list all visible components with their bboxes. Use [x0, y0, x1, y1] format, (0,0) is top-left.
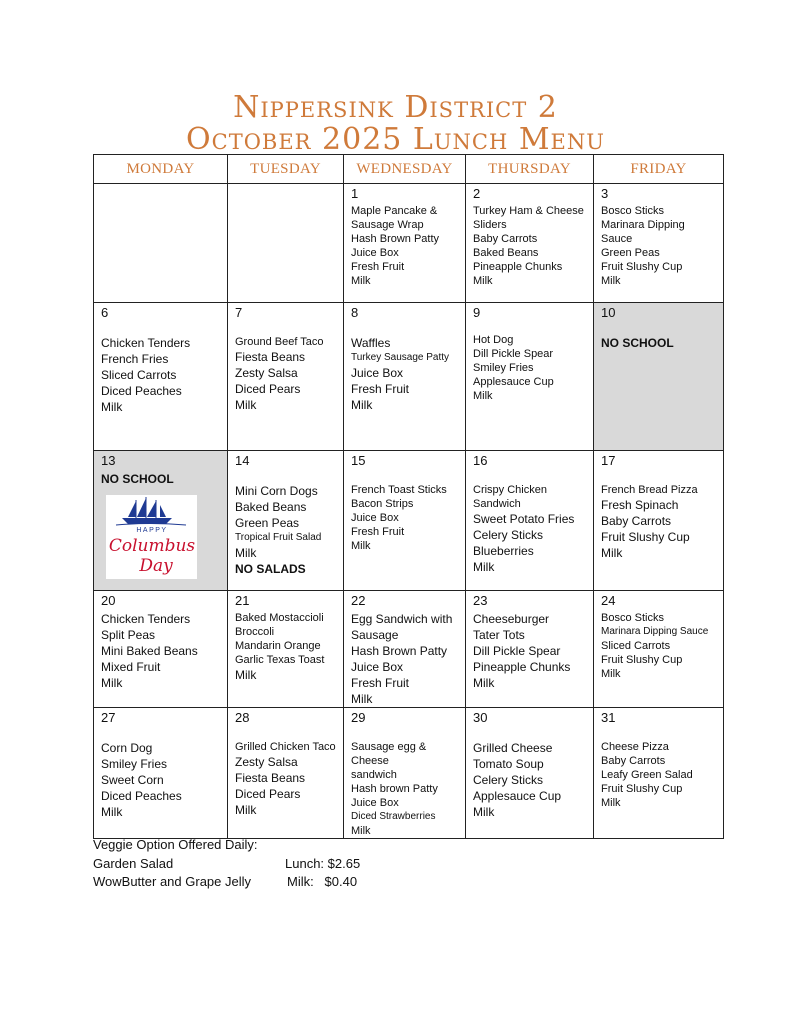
menu-title-month: October 2025 Lunch Menu: [186, 122, 605, 157]
day-number: 3: [601, 186, 609, 201]
week-row-3: [94, 451, 724, 591]
header-friday: FRIDAY: [594, 155, 724, 184]
menu-item: Baked Mostaccioli: [235, 612, 324, 624]
day-cell-6: [94, 303, 228, 451]
menu-item: Baby Carrots: [473, 233, 538, 245]
day-number: 16: [473, 453, 488, 468]
week-row-5: [94, 708, 724, 839]
header-tuesday: TUESDAY: [228, 155, 344, 184]
menu-item: Turkey Sausage Patty: [351, 352, 450, 363]
menu-item: Blueberries: [473, 544, 534, 558]
menu-item: Sliders: [473, 219, 507, 231]
menu-item: Juice Box: [351, 660, 404, 674]
day-cell-28: [228, 708, 344, 839]
menu-item: Green Peas: [601, 247, 660, 259]
menu-item: Fresh Fruit: [351, 676, 410, 690]
menu-item: Milk: [473, 390, 493, 402]
menu-item: Fiesta Beans: [235, 771, 306, 785]
day-number: 27: [101, 710, 116, 725]
no-school-note: NO SCHOOL: [601, 336, 674, 350]
menu-item: Milk: [601, 668, 621, 680]
menu-item: Milk: [351, 692, 373, 706]
menu-title-district: Nippersink District 2: [233, 90, 558, 125]
menu-item: Mini Baked Beans: [101, 644, 198, 658]
menu-item: Zesty Salsa: [235, 366, 298, 380]
menu-item: Sandwich: [473, 498, 521, 510]
menu-item: Cheeseburger: [473, 612, 550, 626]
day-cell-empty: [94, 184, 228, 303]
menu-item: Milk: [473, 560, 495, 574]
menu-item: Hash Brown Patty: [351, 644, 448, 658]
menu-item: Grilled Chicken Taco: [235, 741, 336, 753]
menu-item: Juice Box: [351, 797, 399, 809]
menu-item: Milk: [601, 546, 623, 560]
menu-item: Maple Pancake &: [351, 205, 438, 217]
menu-item: Milk: [351, 398, 373, 412]
menu-item: Milk: [235, 803, 257, 817]
menu-item: Pineapple Chunks: [473, 261, 563, 273]
day-number: 2: [473, 186, 481, 201]
lunch-calendar: [93, 154, 724, 839]
day-number: 17: [601, 453, 616, 468]
menu-item: Sweet Potato Fries: [473, 512, 575, 526]
menu-item: Corn Dog: [101, 741, 153, 755]
day-number: 8: [351, 305, 359, 320]
menu-item: Pineapple Chunks: [473, 660, 571, 674]
menu-item: Applesauce Cup: [473, 789, 562, 803]
menu-item: Fruit Slushy Cup: [601, 530, 690, 544]
lunch-price: Lunch: $2.65: [285, 856, 361, 871]
menu-item: Baked Beans: [235, 500, 307, 514]
menu-item: Milk: [351, 275, 371, 287]
menu-item: Milk: [601, 275, 621, 287]
menu-item: Milk: [101, 676, 123, 690]
day-number: 7: [235, 305, 243, 320]
day-number: 31: [601, 710, 616, 725]
menu-item: Diced Strawberries: [351, 811, 436, 822]
day-cell-22: [344, 591, 466, 708]
day-cell-30: [466, 708, 594, 839]
menu-item: Dill Pickle Spear: [473, 348, 554, 360]
day-number: 29: [351, 710, 366, 725]
menu-item: Tater Tots: [473, 628, 525, 642]
day-number: 15: [351, 453, 366, 468]
menu-item: Ground Beef Taco: [235, 336, 324, 348]
day-number: 10: [601, 305, 616, 320]
day-cell-8: [344, 303, 466, 451]
day-cell-2: [466, 184, 594, 303]
menu-item: Marinara Dipping Sauce: [601, 219, 685, 245]
menu-item: Hash brown Patty: [351, 783, 438, 795]
day-cell-23: [466, 591, 594, 708]
menu-item: Garlic Texas Toast: [235, 654, 325, 666]
menu-item: Egg Sandwich with: [351, 612, 453, 626]
menu-item: Fresh Spinach: [601, 498, 679, 512]
no-salads-note: NO SALADS: [235, 562, 306, 576]
menu-item: Chicken Tenders: [101, 336, 191, 350]
menu-item: Sausage: [351, 628, 399, 642]
menu-item: Applesauce Cup: [473, 376, 554, 388]
week-row-1: [94, 184, 724, 303]
menu-item: Milk: [473, 676, 495, 690]
no-school-note: NO SCHOOL: [101, 472, 174, 486]
menu-item: Fresh Fruit: [351, 382, 410, 396]
menu-item: Zesty Salsa: [235, 755, 298, 769]
week-row-4: [94, 591, 724, 708]
menu-item: Milk: [235, 546, 257, 560]
menu-item: Turkey Ham & Cheese: [473, 205, 584, 217]
menu-item: Baby Carrots: [601, 755, 666, 767]
menu-item: Marinara Dipping Sauce: [601, 626, 709, 637]
veggie-option-heading: Veggie Option Offered Daily:: [93, 837, 258, 852]
day-cell-3: [594, 184, 724, 303]
menu-item: Fruit Slushy Cup: [601, 261, 683, 273]
menu-item: Diced Peaches: [101, 789, 182, 803]
menu-item: Milk: [601, 797, 621, 809]
menu-item: Bosco Sticks: [601, 612, 664, 624]
day-cell-20: [94, 591, 228, 708]
menu-item: Mixed Fruit: [101, 660, 161, 674]
menu-item: sandwich: [351, 769, 397, 781]
menu-item: Green Peas: [235, 516, 300, 530]
wowbutter-label: WowButter and Grape Jelly: [93, 874, 251, 889]
menu-item: French Bread Pizza: [601, 484, 698, 496]
menu-item: Smiley Fries: [473, 362, 534, 374]
day-cell-13: [94, 451, 228, 591]
day-cell-17: [594, 451, 724, 591]
menu-item: Milk: [473, 805, 495, 819]
day-number: 6: [101, 305, 109, 320]
day-cell-7: [228, 303, 344, 451]
milk-price: Milk: $0.40: [287, 874, 358, 889]
badge-happy-text: HAPPY: [136, 527, 168, 534]
menu-item: Sweet Corn: [101, 773, 164, 787]
menu-item: Milk: [351, 825, 371, 837]
day-cell-24: [594, 591, 724, 708]
menu-item: Milk: [235, 398, 257, 412]
header-thursday: THURSDAY: [466, 155, 594, 184]
menu-item: Baby Carrots: [601, 514, 672, 528]
menu-item: Fruit Slushy Cup: [601, 783, 683, 795]
day-cell-15: [344, 451, 466, 591]
menu-item: Milk: [101, 805, 123, 819]
menu-item: Milk: [351, 540, 371, 552]
columbus-day-badge: [106, 495, 197, 579]
menu-item: Milk: [473, 275, 493, 287]
day-number: 24: [601, 593, 616, 608]
header-wednesday: WEDNESDAY: [344, 155, 466, 184]
footer-wowbutter-row: [93, 873, 393, 890]
menu-item: Celery Sticks: [473, 773, 544, 787]
day-cell-27: [94, 708, 228, 839]
menu-item: Sausage Wrap: [351, 219, 424, 231]
day-cell-10: [594, 303, 724, 451]
day-number: 21: [235, 593, 250, 608]
day-cell-29: [344, 708, 466, 839]
menu-item: Smiley Fries: [101, 757, 168, 771]
menu-item: Leafy Green Salad: [601, 769, 693, 781]
day-number: 13: [101, 453, 116, 468]
menu-item: Dill Pickle Spear: [473, 644, 561, 658]
menu-item: Diced Pears: [235, 787, 301, 801]
day-cell-16: [466, 451, 594, 591]
week-row-2: [94, 303, 724, 451]
day-number: 28: [235, 710, 250, 725]
menu-item: Diced Peaches: [101, 384, 182, 398]
columbus-day-graphic: [106, 495, 197, 579]
menu-item: Diced Pears: [235, 382, 301, 396]
menu-item: Milk: [235, 668, 257, 682]
day-cell-31: [594, 708, 724, 839]
menu-item: Waffles: [351, 336, 391, 350]
menu-item: Juice Box: [351, 512, 399, 524]
menu-item: Fiesta Beans: [235, 350, 306, 364]
menu-item: Mini Corn Dogs: [235, 484, 318, 498]
menu-item: Fruit Slushy Cup: [601, 654, 683, 666]
day-cell-21: [228, 591, 344, 708]
menu-item: Sliced Carrots: [101, 368, 177, 382]
menu-item: Bacon Strips: [351, 498, 414, 510]
menu-item: Crispy Chicken: [473, 484, 547, 496]
footer-garden-row: [93, 855, 393, 872]
menu-item: French Toast Sticks: [351, 484, 447, 496]
menu-item: Mandarin Orange: [235, 640, 321, 652]
menu-item: Cheese Pizza: [601, 741, 669, 753]
menu-item: Celery Sticks: [473, 528, 544, 542]
menu-item: Milk: [101, 400, 123, 414]
day-number: 1: [351, 186, 359, 201]
menu-item: Baked Beans: [473, 247, 539, 259]
menu-item: Juice Box: [351, 366, 404, 380]
day-cell-9: [466, 303, 594, 451]
menu-item: Fresh Fruit: [351, 526, 405, 538]
day-cell-empty: [228, 184, 344, 303]
day-number: 22: [351, 593, 366, 608]
menu-item: Hot Dog: [473, 334, 514, 346]
day-number: 14: [235, 453, 250, 468]
day-number: 9: [473, 305, 481, 320]
day-number: 30: [473, 710, 488, 725]
day-number: 20: [101, 593, 116, 608]
day-number: 23: [473, 593, 488, 608]
weekday-header-row: [94, 155, 724, 184]
menu-item: Sliced Carrots: [601, 640, 671, 652]
menu-item: Juice Box: [351, 247, 399, 259]
menu-item: Split Peas: [101, 628, 156, 642]
menu-item: Bosco Sticks: [601, 205, 664, 217]
menu-item: Sausage egg & Cheese: [351, 741, 427, 767]
badge-columbus-text: Columbus: [108, 536, 196, 556]
header-monday: MONDAY: [94, 155, 228, 184]
garden-salad-label: Garden Salad: [93, 856, 174, 871]
day-cell-1: [344, 184, 466, 303]
menu-item: Tropical Fruit Salad: [235, 532, 322, 543]
badge-day-text: Day: [139, 556, 173, 576]
menu-item: Fresh Fruit: [351, 261, 405, 273]
day-cell-14: [228, 451, 344, 591]
menu-item: Tomato Soup: [473, 757, 544, 771]
menu-item: Grilled Cheese: [473, 741, 553, 755]
menu-item: Broccoli: [235, 626, 275, 638]
menu-item: Chicken Tenders: [101, 612, 191, 626]
menu-item: French Fries: [101, 352, 169, 366]
menu-item: Hash Brown Patty: [351, 233, 440, 245]
sailing-ship-icon: [122, 497, 172, 524]
